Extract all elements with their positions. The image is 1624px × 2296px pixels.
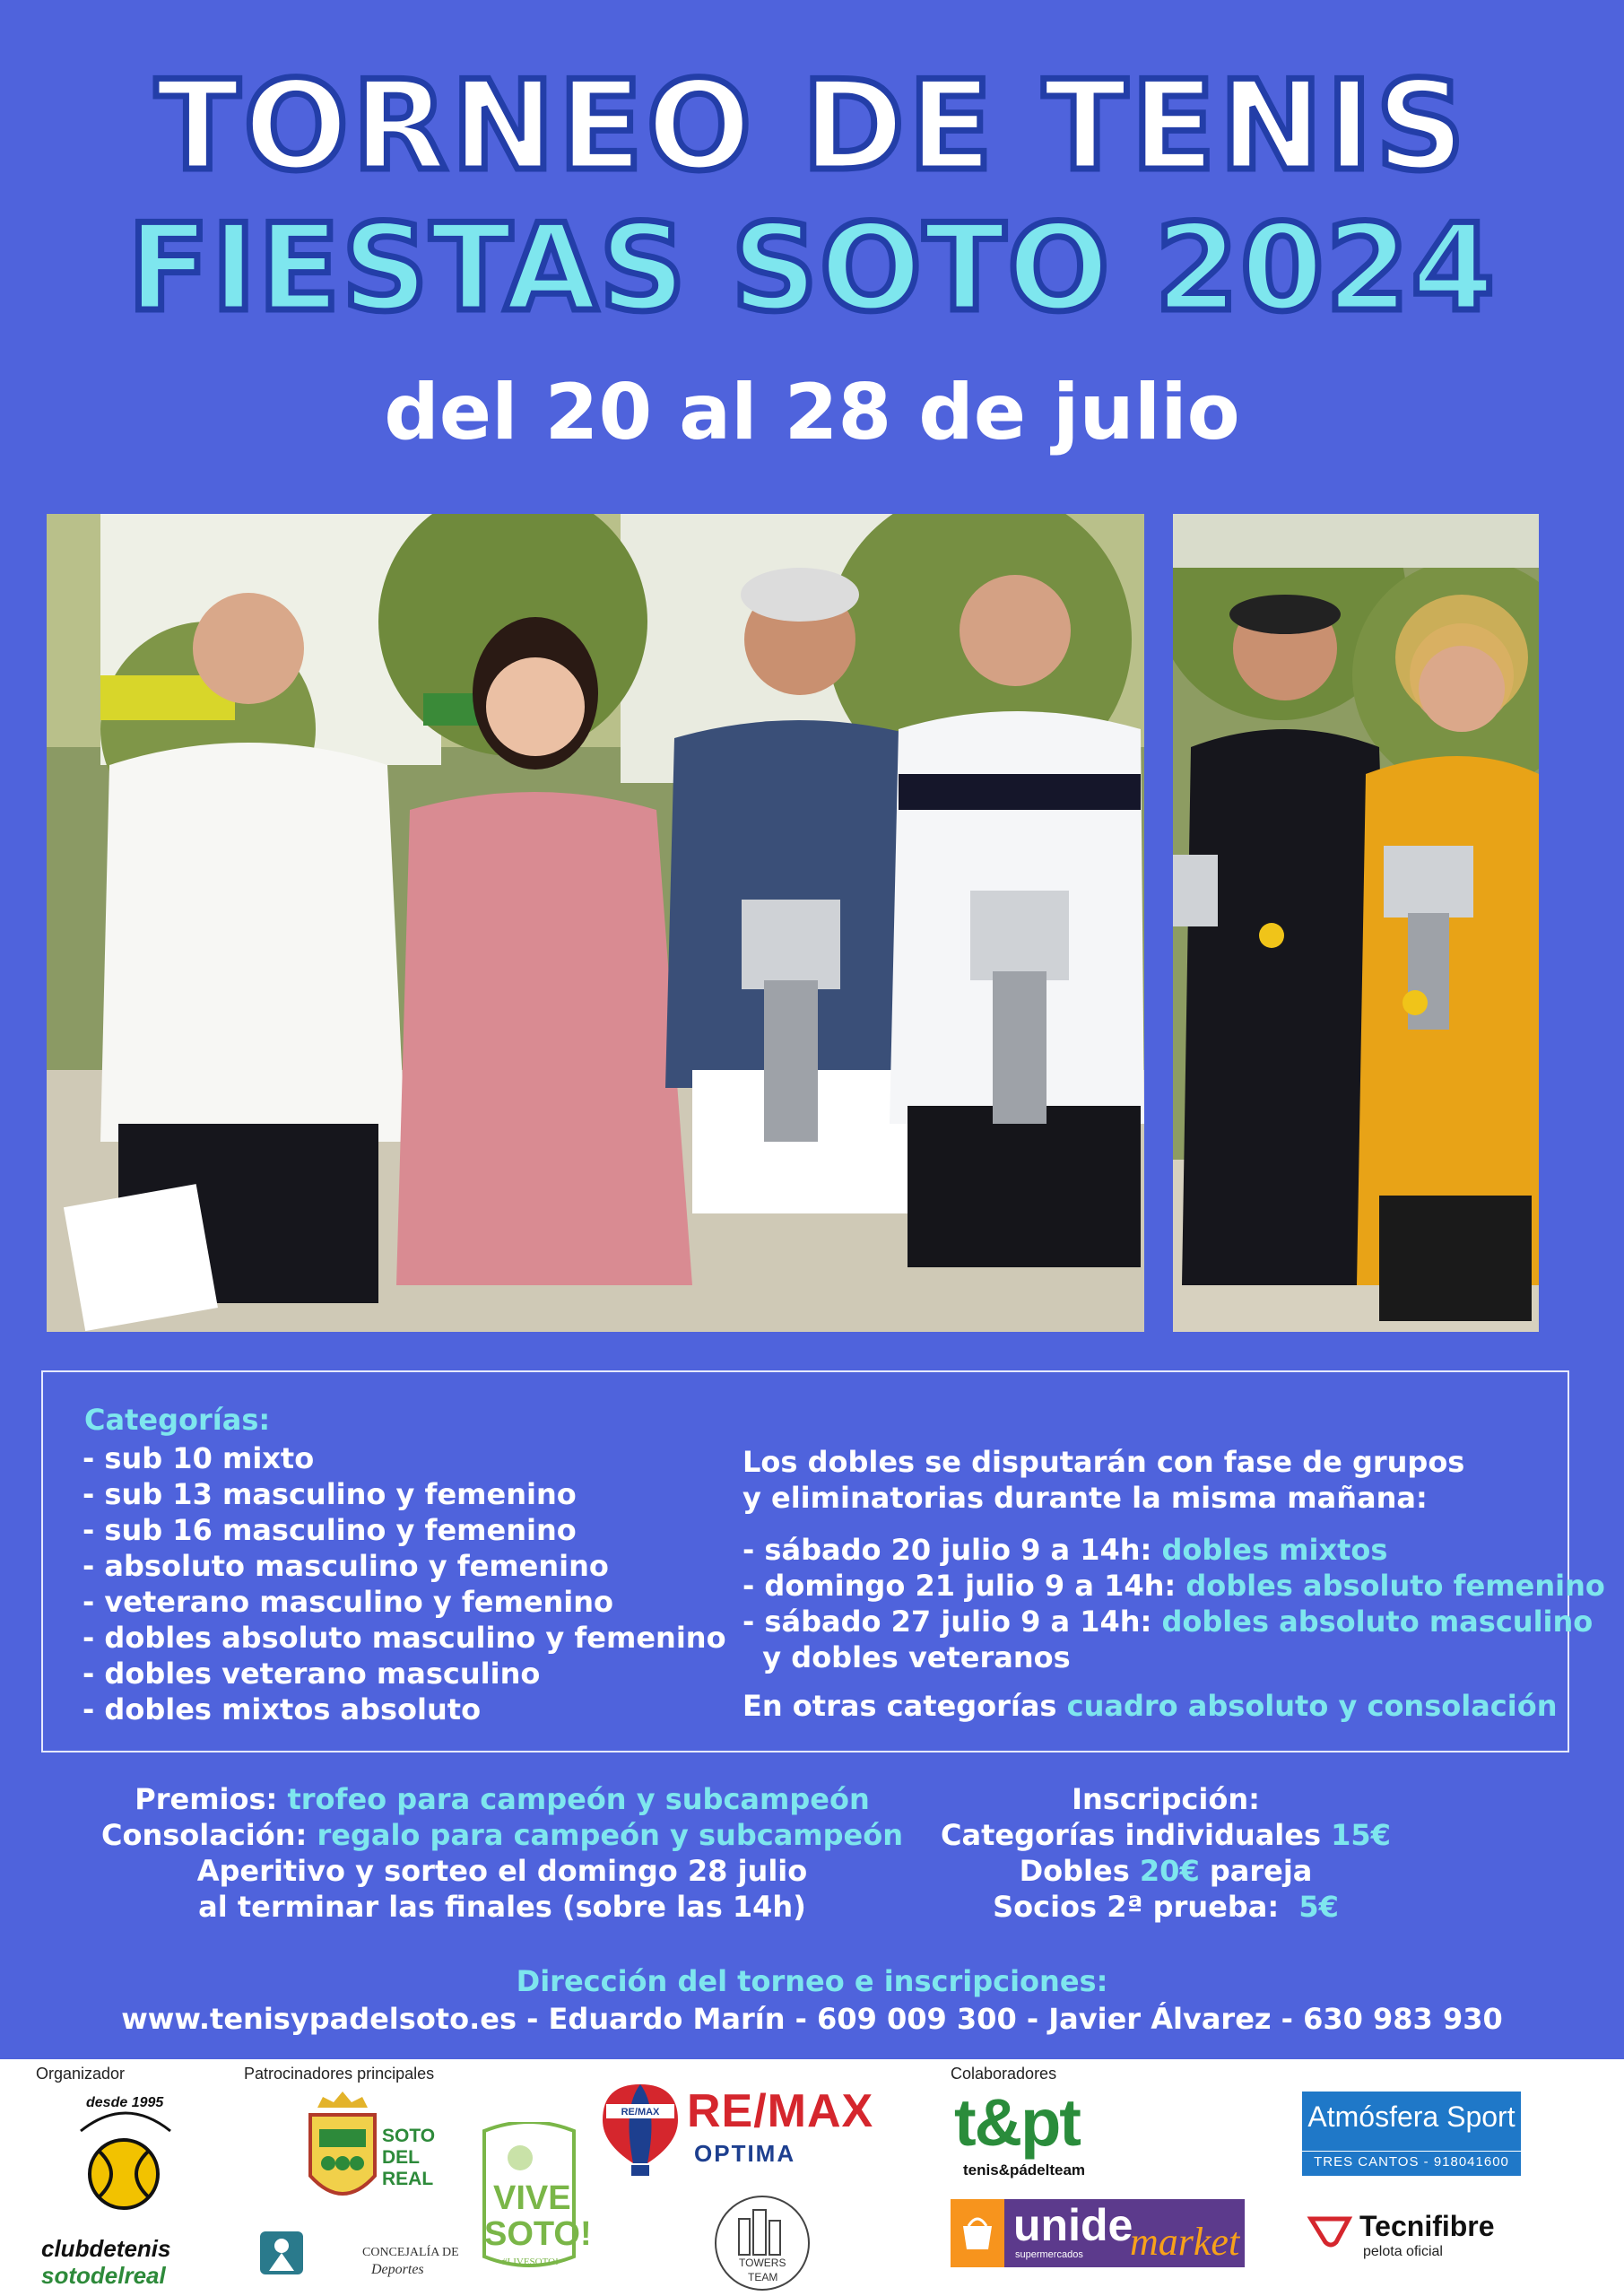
photo-winners-group xyxy=(47,514,1144,1332)
sponsors-label: Patrocinadores principales xyxy=(244,2065,435,2083)
atmosfera-contact: TRES CANTOS - 918041600 xyxy=(1302,2151,1521,2170)
tpt-wordmark: t&pt xyxy=(954,2085,1080,2160)
club-name-line-1: clubdetenis xyxy=(41,2235,171,2262)
soto-line-1: SOTO xyxy=(382,2126,436,2146)
individual-price-line: Categorías individuales 15€ xyxy=(941,1818,1391,1852)
unide-market-logo xyxy=(951,2199,1245,2267)
aperitivo-line: Aperitivo y sorteo el domingo 28 julio xyxy=(196,1854,808,1888)
category-item: - sub 16 masculino y femenino xyxy=(83,1513,577,1547)
category-item: - dobles absoluto masculino y femenino xyxy=(83,1621,726,1655)
event-dates: del 20 al 28 de julio xyxy=(384,368,1240,457)
sponsors-footer xyxy=(0,2059,1624,2296)
atmosfera-sport-logo xyxy=(1302,2092,1521,2176)
doubles-info xyxy=(743,1444,1605,1724)
category-item: - dobles veterano masculino xyxy=(83,1657,541,1691)
tennis-ball-icon xyxy=(36,2095,215,2221)
category-item: - sub 13 masculino y femenino xyxy=(83,1477,577,1511)
doubles-price-line: Dobles 20€ pareja xyxy=(1019,1854,1313,1888)
prizes-line: Premios: trofeo para campeón y subcampeón xyxy=(135,1782,870,1816)
other-categories: En otras categorías cuadro absoluto y consolación xyxy=(743,1689,1558,1723)
club-since: desde 1995 xyxy=(86,2095,164,2110)
schedule-item-cont: y dobles veteranos xyxy=(743,1640,1071,1674)
info-box xyxy=(41,1370,1605,1752)
coat-of-arms-icon xyxy=(305,2090,380,2215)
category-item: - sub 10 mixto xyxy=(83,1441,315,1475)
sports-emblem-icon xyxy=(255,2226,308,2280)
soto-del-real-logo xyxy=(305,2090,439,2215)
unide-wordmark: unide xyxy=(1013,2200,1133,2250)
atmosfera-wordmark: Atmósfera Sport xyxy=(1307,2100,1515,2133)
category-item: - dobles mixtos absoluto xyxy=(83,1692,482,1726)
soto-line-2: DEL xyxy=(382,2147,420,2168)
category-item: - veterano masculino y femenino xyxy=(83,1585,614,1619)
remax-balloon-text: RE/MAX xyxy=(621,2107,660,2118)
club-name-line-2: sotodelreal xyxy=(41,2262,166,2289)
title-line-2: FIESTAS SOTO 2024 xyxy=(127,198,1497,338)
categories-list xyxy=(83,1440,726,1727)
consolation-line: Consolación: regalo para campeón y subcampeón xyxy=(100,1818,903,1852)
club-tenis-logo xyxy=(36,2095,215,2292)
remax-logo xyxy=(595,2081,900,2179)
remax-wordmark: RE/MAX xyxy=(687,2085,874,2137)
tenis-padel-team-logo xyxy=(954,2085,1133,2188)
finals-line: al terminar las finales (sobre las 14h) xyxy=(198,1890,806,1924)
tpt-subtitle: tenis&pádelteam xyxy=(963,2161,1086,2179)
contact-line: www.tenisypadelsoto.es - Eduardo Marín - 609 009 300 - Javier Álvarez - 630 983 930 xyxy=(121,2002,1503,2036)
photo-women-winners xyxy=(1173,514,1539,1332)
contact-heading: Dirección del torneo e inscripciones: xyxy=(516,1964,1108,1998)
category-item: - absoluto masculino y femenino xyxy=(83,1549,609,1583)
schedule-item: - sábado 27 julio 9 a 14h: dobles absoluto masculino xyxy=(743,1605,1594,1639)
tecnifibre-logo xyxy=(1306,2210,1539,2264)
concejalia-deportes-logo xyxy=(255,2219,470,2291)
schedule-item: - sábado 20 julio 9 a 14h: dobles mixtos xyxy=(743,1533,1388,1567)
tecnifibre-mark-icon xyxy=(1306,2210,1354,2249)
vive-soto-logo xyxy=(466,2122,592,2292)
doubles-intro-line-1: Los dobles se disputarán con fase de grupos xyxy=(743,1445,1465,1479)
categories-heading: Categorías: xyxy=(84,1403,271,1437)
unide-subtitle: supermercados xyxy=(1015,2249,1083,2260)
registration-section xyxy=(933,1781,1399,1925)
remax-optima: OPTIMA xyxy=(694,2140,796,2167)
vive-line-1: VIVE xyxy=(493,2179,571,2217)
concejalia-line-1: CONCEJALÍA DE xyxy=(362,2246,459,2259)
shopping-basket-icon xyxy=(951,2199,1004,2267)
vive-line-2: SOTO! xyxy=(484,2215,592,2253)
tecnifibre-wordmark: Tecnifibre xyxy=(1359,2210,1495,2242)
prizes-section xyxy=(90,1781,915,1925)
members-price-line: Socios 2ª prueba: 5€ xyxy=(993,1890,1339,1924)
doubles-intro-line-2: y eliminatorias durante la misma mañana: xyxy=(743,1481,1428,1515)
tecnifibre-subtitle: pelota oficial xyxy=(1363,2244,1443,2259)
collaborators-label: Colaboradores xyxy=(951,2065,1057,2083)
organizer-label: Organizador xyxy=(36,2065,126,2083)
towers-line-1: TOWERS xyxy=(739,2257,786,2269)
soto-line-3: REAL xyxy=(382,2169,434,2189)
towers-team-logo xyxy=(708,2194,816,2292)
title-line-1: TORNEO DE TENIS xyxy=(155,54,1469,198)
unide-market-word: market xyxy=(1130,2220,1240,2264)
towers-line-2: TEAM xyxy=(748,2271,778,2283)
vive-hashtag: #LIVESOTO! xyxy=(502,2257,559,2267)
hot-air-balloon-icon xyxy=(595,2081,685,2179)
registration-heading: Inscripción: xyxy=(1072,1782,1260,1816)
schedule-item: - domingo 21 julio 9 a 14h: dobles absoluto femenino xyxy=(743,1569,1605,1603)
concejalia-line-2: Deportes xyxy=(371,2262,424,2277)
